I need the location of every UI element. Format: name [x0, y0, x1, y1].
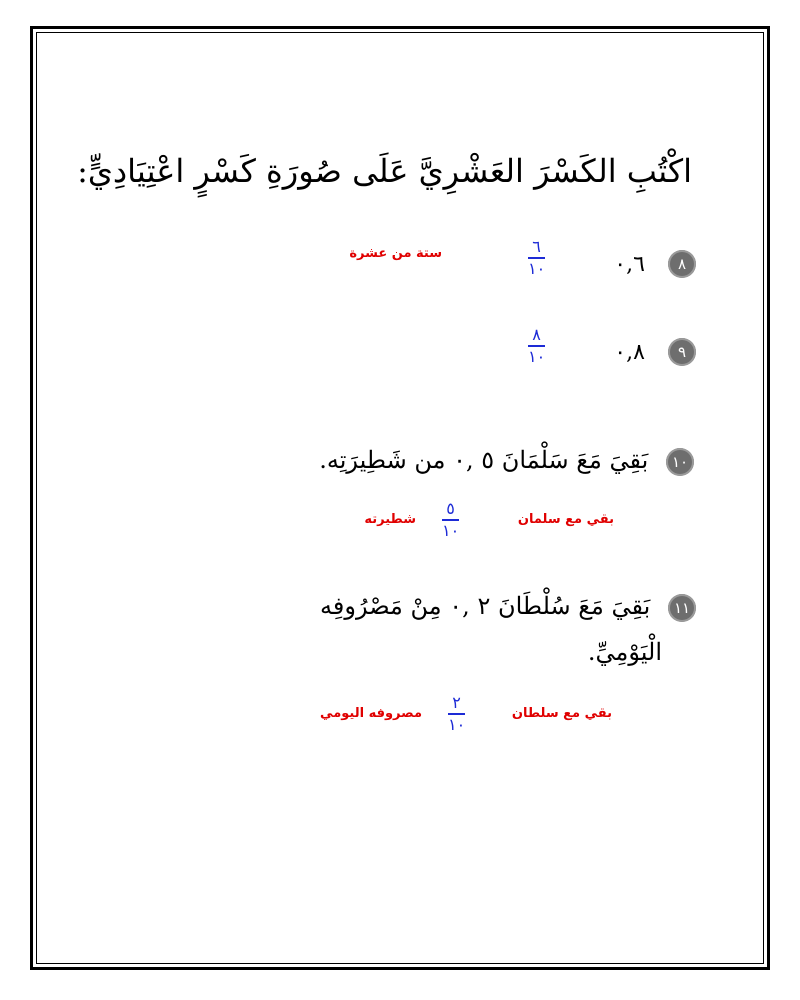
- question-11: [320, 592, 696, 622]
- question-number-badge: ٩: [668, 338, 696, 366]
- question-number-badge: ٨: [668, 250, 696, 278]
- question-10: [319, 446, 694, 476]
- answer-note-right-11: بقي مع سلطان: [511, 706, 612, 721]
- fraction-numerator: ٦: [532, 237, 541, 256]
- page-title: اكْتُبِ الكَسْرَ العَشْرِيَّ عَلَى صُورَةِ كَسْرٍ اعْتِيَادِيٍّ:: [77, 152, 692, 190]
- fraction-numerator: ٨: [532, 325, 541, 344]
- question-11-line2: [588, 638, 662, 666]
- question-8: [614, 250, 696, 278]
- answer-fraction-10: [442, 500, 459, 540]
- question-text: بَقِيَ مَعَ سَلْمَانَ ٥ ,٠ من شَطِيرَتِه.: [319, 446, 649, 474]
- decimal-value: ٠,٦: [614, 251, 645, 277]
- decimal-value: ٠,٨: [614, 339, 645, 365]
- answer-note-right-10: بقي مع سلمان: [517, 512, 614, 527]
- question-number-badge: ١١: [668, 594, 696, 622]
- answer-fraction-8: [528, 238, 545, 278]
- question-number-badge: ١٠: [666, 448, 694, 476]
- fraction-denominator: ١٠: [528, 346, 546, 366]
- answer-note-left-10: شطيرته: [364, 512, 416, 527]
- answer-note-left-11: مصروفه اليومي: [320, 706, 422, 721]
- answer-note-8: ستة من عشرة: [349, 246, 442, 261]
- fraction-denominator: ١٠: [448, 714, 466, 734]
- fraction-denominator: ١٠: [442, 520, 460, 540]
- fraction-numerator: ٢: [452, 693, 461, 712]
- answer-fraction-11: [448, 694, 465, 734]
- fraction-denominator: ١٠: [528, 258, 546, 278]
- question-text-line1: بَقِيَ مَعَ سُلْطَانَ ٢ ,٠ مِنْ مَصْرُوفِه: [320, 592, 651, 620]
- answer-fraction-9: [528, 326, 545, 366]
- question-9: [614, 338, 696, 366]
- question-text-line2: الْيَوْمِيِّ.: [587, 638, 662, 666]
- fraction-numerator: ٥: [446, 499, 455, 518]
